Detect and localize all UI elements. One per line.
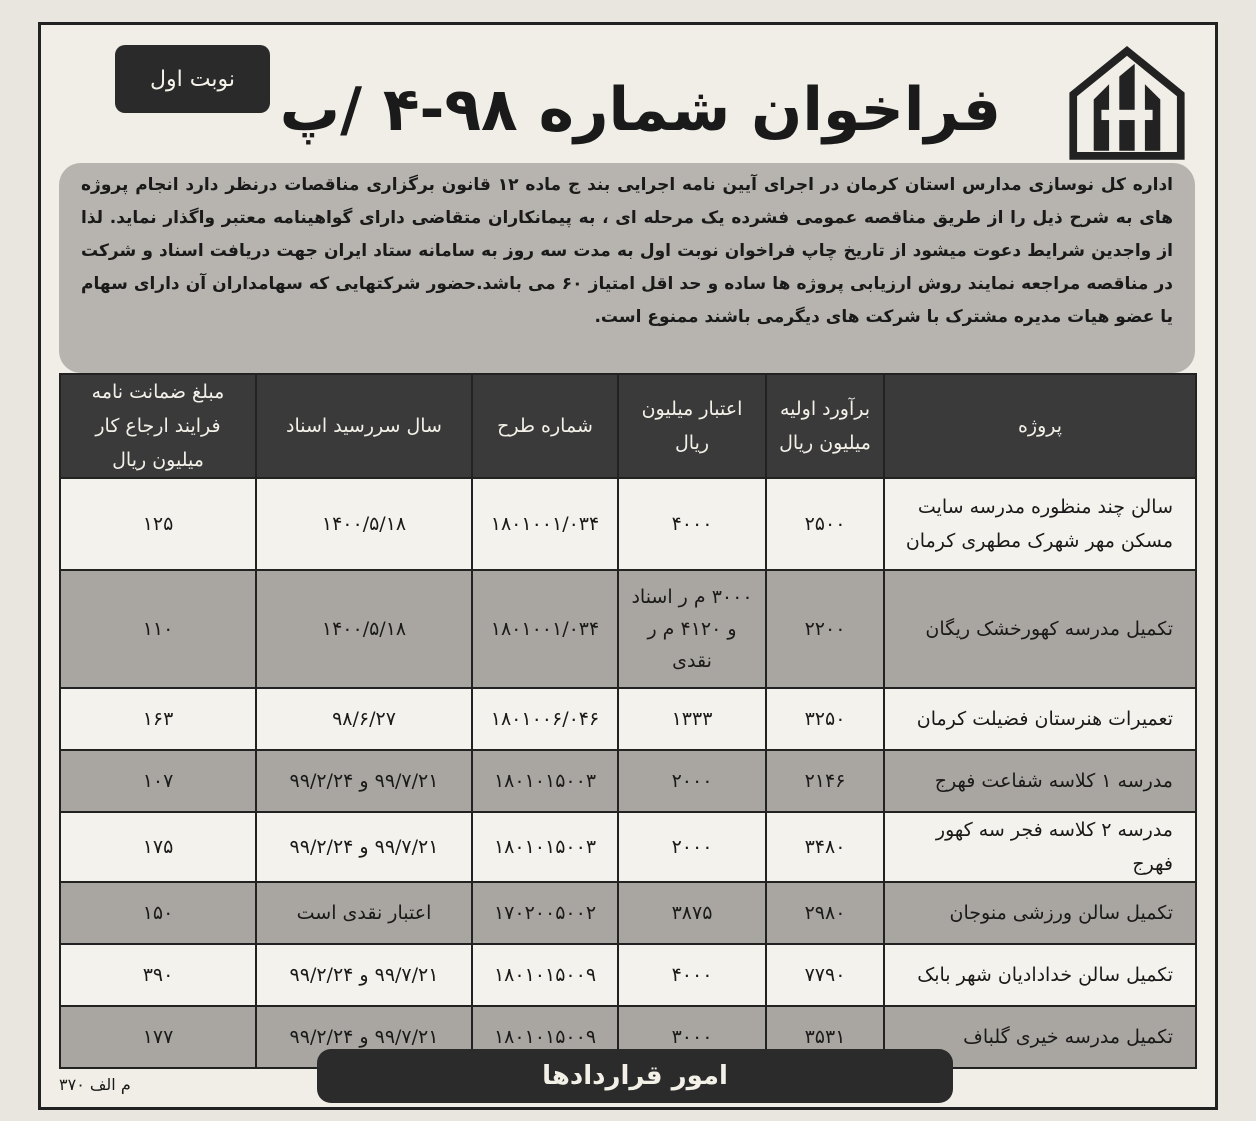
cell-plan-number: ۱۸۰۱۰۱۵۰۰۳: [472, 812, 618, 882]
cell-guarantee: ۱۱۰: [60, 570, 256, 688]
cell-plan-number: ۱۷۰۲۰۰۵۰۰۲: [472, 882, 618, 944]
organization-logo-icon: [1063, 33, 1191, 161]
cell-project: تکمیل سالن ورزشی منوجان: [884, 882, 1196, 944]
cell-project: مدرسه ۱ کلاسه شفاعت فهرج: [884, 750, 1196, 812]
cell-plan-number: ۱۸۰۱۰۱۵۰۰۹: [472, 944, 618, 1006]
intro-paragraph: اداره کل نوسازی مدارس استان کرمان در اجرای آیین نامه اجرایی بند ج ماده ۱۲ قانون برگزاری مناقصات درنظر دارد انجام پروژه های به شرح ذیل را از طریق مناقصه عمومی فشرده یک مرحله ای ، به پیمانکاران متقاضی دارای گواهینامه معتبر واگذار نماید. لذا از واجدین شرایط دعوت میشود از تاریخ چاپ فراخوان نوبت اول به مدت سه روز به سامانه ستاد ایران جهت دریافت اسناد و شرکت در مناقصه مراجعه نمایند روش ارزیابی پروژه ها ساده و حد اقل امتیاز ۶۰ می باشد.حضور شرکتهایی که سهامداران آن دارای سهام یا عضو هیات مدیره مشترک با شرکت های دیگرمی باشند ممنوع است.: [59, 163, 1195, 373]
header-project: پروژه: [884, 374, 1196, 478]
cell-document-year: ۹۸/۶/۲۷: [256, 688, 472, 750]
cell-project: تکمیل مدرسه خیری گلباف: [884, 1006, 1196, 1068]
table-row: [60, 812, 1196, 882]
cell-estimate: ۷۷۹۰: [766, 944, 884, 1006]
round-badge: نوبت اول: [115, 45, 270, 113]
cell-credit: ۴۰۰۰: [618, 478, 766, 570]
cell-plan-number: ۱۸۰۱۰۱۵۰۰۳: [472, 750, 618, 812]
cell-project: تکمیل سالن خدادادیان شهر بابک: [884, 944, 1196, 1006]
contracts-department-banner: امور قراردادها: [317, 1049, 953, 1103]
announcement-sheet: [38, 22, 1218, 1110]
cell-document-year: ۱۴۰۰/۵/۱۸: [256, 570, 472, 688]
cell-credit: ۲۰۰۰: [618, 812, 766, 882]
cell-guarantee: ۱۷۵: [60, 812, 256, 882]
table-row: [60, 944, 1196, 1006]
cell-guarantee: ۱۷۷: [60, 1006, 256, 1068]
table-row: [60, 882, 1196, 944]
cell-document-year: ۱۴۰۰/۵/۱۸: [256, 478, 472, 570]
header-credit: اعتبار میلیون ریال: [618, 374, 766, 478]
table-row: [60, 478, 1196, 570]
cell-guarantee: ۱۵۰: [60, 882, 256, 944]
cell-estimate: ۳۲۵۰: [766, 688, 884, 750]
cell-project: سالن چند منظوره مدرسه سایت مسکن مهر شهرک مطهری کرمان: [884, 478, 1196, 570]
projects-table: [59, 373, 1197, 1069]
cell-credit: ۴۰۰۰: [618, 944, 766, 1006]
cell-estimate: ۲۱۴۶: [766, 750, 884, 812]
cell-plan-number: ۱۸۰۱۰۰۶/۰۴۶: [472, 688, 618, 750]
cell-plan-number: ۱۸۰۱۰۰۱/۰۳۴: [472, 478, 618, 570]
table-row: [60, 570, 1196, 688]
cell-guarantee: ۱۲۵: [60, 478, 256, 570]
header-guarantee: مبلغ ضمانت نامه فرایند ارجاع کار میلیون ریال: [60, 374, 256, 478]
cell-estimate: ۲۲۰۰: [766, 570, 884, 688]
header-plan-number: شماره طرح: [472, 374, 618, 478]
cell-document-year: ۹۹/۷/۲۱ و ۹۹/۲/۲۴: [256, 812, 472, 882]
cell-project: تعمیرات هنرستان فضیلت کرمان: [884, 688, 1196, 750]
cell-project: تکمیل مدرسه کهورخشک ریگان: [884, 570, 1196, 688]
cell-estimate: ۳۵۳۱: [766, 1006, 884, 1068]
announcement-title: فراخوان شماره ۹۸-۴ /پ: [279, 75, 1001, 145]
cell-estimate: ۲۵۰۰: [766, 478, 884, 570]
header-document-year: سال سررسید اسناد: [256, 374, 472, 478]
cell-document-year: اعتبار نقدی است: [256, 882, 472, 944]
cell-guarantee: ۱۶۳: [60, 688, 256, 750]
cell-guarantee: ۱۰۷: [60, 750, 256, 812]
cell-project: مدرسه ۲ کلاسه فجر سه کهور فهرج: [884, 812, 1196, 882]
table-row: [60, 688, 1196, 750]
cell-credit: ۲۰۰۰: [618, 750, 766, 812]
cell-estimate: ۳۴۸۰: [766, 812, 884, 882]
cell-credit: ۳۸۷۵: [618, 882, 766, 944]
cell-guarantee: ۳۹۰: [60, 944, 256, 1006]
header-estimate: برآورد اولیه میلیون ریال: [766, 374, 884, 478]
cell-plan-number: ۱۸۰۱۰۰۱/۰۳۴: [472, 570, 618, 688]
cell-document-year: ۹۹/۷/۲۱ و ۹۹/۲/۲۴: [256, 1006, 472, 1068]
ad-code: م الف ۳۷۰: [59, 1075, 131, 1094]
cell-plan-number: ۱۸۰۱۰۱۵۰۰۹: [472, 1006, 618, 1068]
cell-document-year: ۹۹/۷/۲۱ و ۹۹/۲/۲۴: [256, 750, 472, 812]
cell-estimate: ۲۹۸۰: [766, 882, 884, 944]
table-row: [60, 750, 1196, 812]
cell-credit: ۳۰۰۰: [618, 1006, 766, 1068]
cell-document-year: ۹۹/۷/۲۱ و ۹۹/۲/۲۴: [256, 944, 472, 1006]
table-header-row: [60, 374, 1196, 478]
cell-credit: ۳۰۰۰ م ر اسناد و ۴۱۲۰ م ر نقدی: [618, 570, 766, 688]
cell-credit: ۱۳۳۳: [618, 688, 766, 750]
